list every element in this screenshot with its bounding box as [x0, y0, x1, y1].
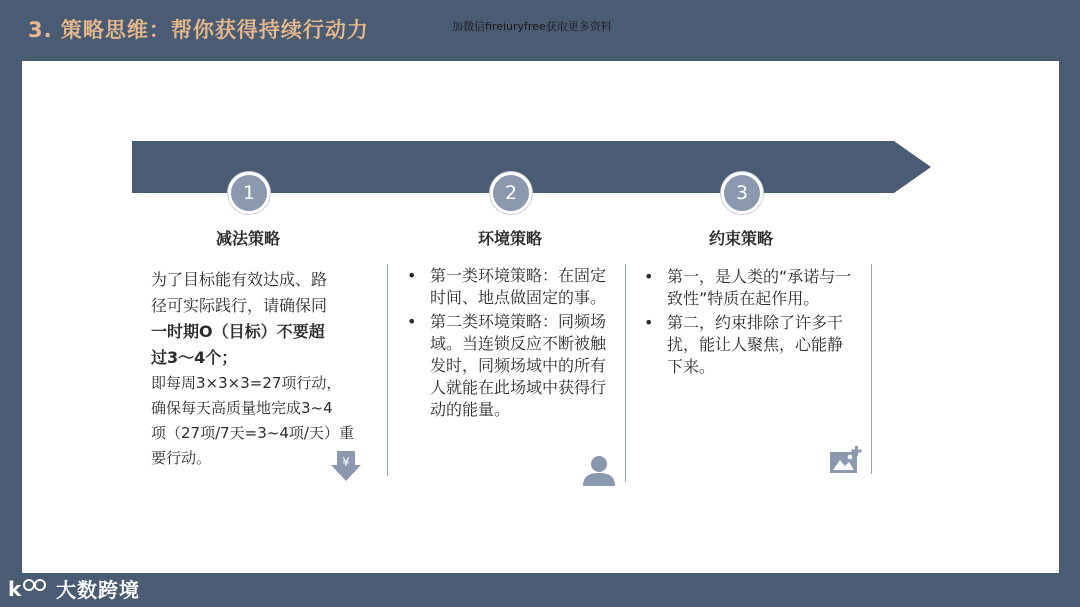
list-item: • 第一，是人类的“承诺与一致性”特质在起作用。	[642, 266, 856, 310]
watermark-text: 加微信fireiuryfree获取更多资料	[452, 20, 612, 33]
user-icon	[583, 455, 615, 486]
divider-2	[625, 264, 626, 482]
col1-line-1: 为了目标能有效达成、路	[151, 270, 328, 289]
subtraction-strategy-text	[151, 267, 366, 471]
list-item: • 第一类环境策略：在固定时间、地点做固定的事。	[405, 265, 610, 309]
step-1-number: 1	[242, 182, 256, 204]
col1-line-4: 过3～4个；	[151, 348, 238, 367]
step-2-number: 2	[504, 182, 518, 204]
svg-text:¥: ¥	[342, 455, 350, 469]
logo-text: 大数跨境	[56, 577, 140, 602]
yen-download-icon	[331, 451, 361, 481]
col1-line-3: 一时期O（目标）不要超	[151, 322, 325, 341]
step-3-circle	[721, 172, 763, 214]
list-item: • 第二，约束排除了许多干扰，能让人聚焦，心能静下来。	[642, 312, 856, 378]
col1-line-5: 即每周3×3×3=27项行动，	[151, 374, 342, 392]
add-image-icon	[830, 446, 862, 473]
list-item: • 第二类环境策略：同频场域。当连锁反应不断被触发时，同频场域中的所有人就能在此场域中获得行动的能量。	[405, 311, 610, 421]
step-1-circle	[228, 172, 270, 214]
step-3-number: 3	[735, 182, 749, 204]
brand-logo	[8, 573, 140, 603]
col1-line-2: 径可实际践行，请确保同	[151, 296, 328, 315]
step-2-circle	[490, 172, 532, 214]
step-2-title: 环境策略	[477, 229, 542, 248]
kj-logo-icon	[8, 576, 52, 600]
page-title: 3. 策略思维：帮你获得持续行动力	[28, 18, 369, 42]
col1-line-8: 要行动。	[151, 449, 212, 467]
col1-line-7: 项（27项/7天=3~4项/天）重	[151, 424, 354, 442]
constraint-strategy-list	[642, 266, 856, 380]
divider-3	[871, 264, 872, 474]
environment-strategy-list	[405, 265, 610, 423]
step-3-title: 约束策略	[708, 229, 773, 248]
divider-1	[387, 264, 388, 476]
col1-line-6: 确保每天高质量地完成3~4	[151, 399, 333, 417]
step-1-title: 减法策略	[215, 229, 280, 248]
svg-text:k: k	[8, 577, 22, 600]
